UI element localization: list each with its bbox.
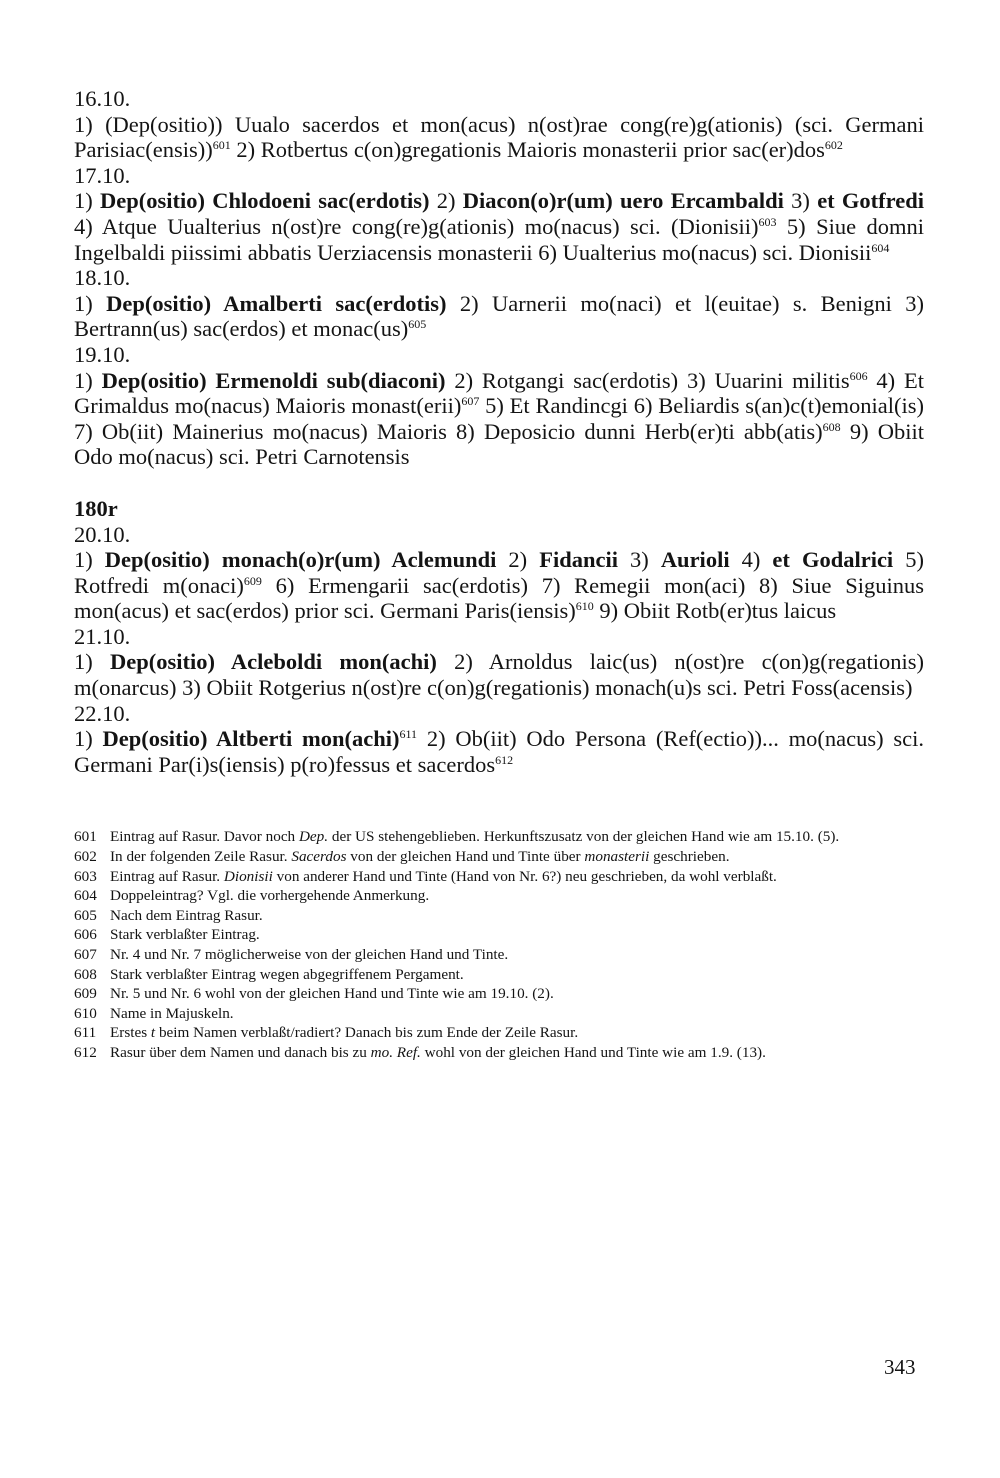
- footnote-text: [110, 1043, 924, 1063]
- italic-term: Dionisii: [223, 867, 273, 885]
- entry-text: [74, 112, 924, 163]
- bold-name: Dep(ositio) Altberti mon(achi): [102, 726, 400, 752]
- bold-name: Dep(ositio) Acleboldi mon(achi): [109, 649, 437, 675]
- footnote-ref: 605: [408, 317, 427, 332]
- entry-segment: 2) Rotbertus c(on)gregationis Maioris monasterii prior sac(er)dos: [230, 137, 825, 163]
- footnote: [74, 827, 924, 847]
- italic-term: Sacerdos: [291, 848, 347, 866]
- footnote-ref: 601: [212, 138, 231, 153]
- footnote: [74, 906, 924, 926]
- footnote-text: [110, 867, 924, 887]
- bold-name: et Gotfredi: [817, 188, 924, 214]
- bold-name: Dep(ositio) Ermenoldi sub(diaconi): [101, 367, 446, 393]
- bold-name: Dep(ositio) Chlodoeni sac(erdotis): [100, 188, 430, 214]
- footnote: [74, 1043, 924, 1063]
- entry-date: 16.10.: [74, 86, 131, 111]
- entry-segment: 3): [617, 547, 661, 573]
- bold-name: Diacon(o)r(um) uero Ercambaldi: [462, 188, 784, 214]
- footnote-segment: Erstes: [110, 1024, 151, 1042]
- footnote-segment: Doppeleintrag? Vgl. die vorhergehende Anmerkung.: [110, 887, 430, 905]
- footnote-ref: 610: [575, 599, 594, 614]
- footnote-number: 606: [74, 926, 97, 944]
- footnote-number: 610: [74, 1004, 97, 1022]
- footnote-ref: 612: [495, 752, 514, 767]
- bold-name: et Godalrici: [772, 547, 894, 573]
- footnote: [74, 984, 924, 1004]
- footnote-text: [110, 847, 924, 867]
- entry-text: [74, 188, 924, 265]
- entry-segment: 1): [74, 547, 105, 573]
- footnote-segment: beim Namen verblaßt/radiert? Danach bis zum Ende der Zeile Rasur.: [155, 1024, 579, 1042]
- footnote-segment: wohl von der gleichen Hand und Tinte wie am 1.9. (13).: [420, 1043, 766, 1061]
- footnote: [74, 847, 924, 867]
- entry-date: 21.10.: [74, 623, 131, 649]
- entry-segment: 3): [783, 188, 818, 214]
- footnote-text: [110, 827, 924, 847]
- footnote-number: 601: [74, 828, 97, 846]
- folio-heading: 180r: [74, 495, 118, 521]
- footnote-segment: Stark verblaßter Eintrag.: [110, 926, 260, 944]
- footnote-ref: 603: [758, 214, 777, 229]
- entry-segment: 5) Siue domni Ingelbaldi piissimi abbatis Uerziacensis monasterii 6) Uualterius mo(nacus) sci. Dionisii: [74, 213, 924, 265]
- entry-segment: 4) Atque Uualterius n(ost)re cong(re)g(ationis) mo(nacus) sci. (Dionisii): [74, 213, 759, 239]
- footnote-ref: 606: [849, 368, 868, 383]
- footnote-segment: In der folgenden Zeile Rasur.: [110, 848, 292, 866]
- bold-name: Aurioli: [660, 547, 730, 573]
- footnote: [74, 867, 924, 887]
- entry-segment: 1): [74, 290, 107, 316]
- footnote-ref: 608: [822, 419, 841, 434]
- entry-segment: 1): [74, 188, 100, 214]
- entry-segment: 9) Obiit Rotb(er)tus laicus: [593, 598, 837, 624]
- footnote: [74, 965, 924, 985]
- entry-segment: 2) Rotgangi sac(erdotis) 3) Uuarini militis: [445, 367, 850, 393]
- footnote-ref: 604: [871, 240, 890, 255]
- entry-date: 22.10.: [74, 700, 131, 726]
- footnote-number: 612: [74, 1043, 97, 1061]
- footnote-number: 602: [74, 848, 97, 866]
- bold-name: Dep(ositio) Amalberti sac(erdotis): [106, 290, 447, 316]
- footnote-ref: 607: [461, 394, 480, 409]
- footnote-ref: 602: [824, 138, 843, 153]
- entry-segment: 2): [429, 188, 463, 214]
- footnote: [74, 1023, 924, 1043]
- entry-segment: 5) Rotfredi m(onaci): [74, 547, 924, 598]
- footnote-number: 605: [74, 906, 97, 924]
- entry-date: 19.10.: [74, 341, 131, 367]
- footnote-text: [110, 984, 924, 1004]
- footnote-segment: Eintrag auf Rasur. Davor noch: [110, 828, 299, 846]
- entry-text: [74, 547, 924, 624]
- entry-segment: 4) Et Grimaldus mo(nacus) Maioris monast(erii): [74, 367, 924, 419]
- bold-name: Fidancii: [539, 547, 618, 573]
- entry-date: 18.10.: [74, 265, 131, 291]
- italic-term: mo. Ref.: [370, 1043, 421, 1061]
- entry-segment: 2) Arnoldus laic(us) n(ost)re c(on)g(regationis) m(onarcus) 3) Obiit Rotgerius n(ost)re c(on)g(regationis) monach(u)s sci. Petri Foss(acensis): [74, 649, 924, 701]
- footnote-number: 611: [74, 1024, 97, 1042]
- entry-segment: 5) Et Randincgi 6) Beliardis s(an)c(t)emonial(is) 7) Ob(iit) Mainerius mo(nacus) Maioris 8) Deposicio dunni Herb(er)ti abb(atis): [74, 393, 924, 444]
- entry-text: [74, 726, 924, 777]
- footnote-text: [110, 906, 924, 926]
- document-page: [74, 86, 924, 1063]
- footnote-segment: Nach dem Eintrag Rasur.: [110, 906, 263, 924]
- entry-segment: 2) Uarnerii mo(naci) et l(euitae) s. Benigni 3) Bertrann(us) sac(erdos) et monac(us): [74, 290, 924, 342]
- footnote-text: [110, 965, 924, 985]
- footnote-text: [110, 945, 924, 965]
- footnote-segment: von anderer Hand und Tinte (Hand von Nr. 6?) neu geschrieben, da wohl verblaßt.: [272, 867, 777, 885]
- calendar-entries: [74, 86, 924, 777]
- footnote: [74, 925, 924, 945]
- footnotes: [74, 827, 924, 1062]
- footnote-text: [110, 1004, 924, 1024]
- footnote-segment: Nr. 5 und Nr. 6 wohl von der gleichen Hand und Tinte wie am 19.10. (2).: [110, 985, 554, 1003]
- footnote: [74, 1004, 924, 1024]
- page-number: 343: [884, 1355, 916, 1379]
- entry-date: 17.10.: [74, 162, 131, 188]
- entry-segment: 6) Ermengarii sac(erdotis) 7) Remegii mon(aci) 8) Siue Siguinus mon(acus) et sac(erdos) prior sci. Germani Paris(iensis): [74, 572, 924, 624]
- footnote: [74, 945, 924, 965]
- footnote-number: 607: [74, 946, 97, 963]
- entry-segment: 4): [729, 547, 773, 573]
- italic-term: t: [150, 1024, 156, 1042]
- entry-segment: 9) Obiit Odo mo(nacus) sci. Petri Carnotensis: [74, 418, 925, 470]
- entry-segment: 1): [74, 726, 103, 752]
- entry-text: [74, 649, 924, 700]
- footnote-segment: der US stehengeblieben. Herkunftszusatz von der gleichen Hand wie am 15.10. (5).: [328, 828, 840, 846]
- entry-text: [74, 368, 924, 470]
- footnote-segment: Name in Majuskeln.: [110, 1004, 234, 1022]
- footnote-number: 604: [74, 887, 97, 905]
- bold-name: Dep(ositio) monach(o)r(um) Aclemundi: [104, 547, 497, 573]
- footnote-segment: Rasur über dem Namen und danach bis zu: [110, 1043, 371, 1061]
- footnote-segment: Eintrag auf Rasur.: [110, 867, 224, 885]
- footnote-number: 609: [74, 985, 97, 1003]
- entry-segment: 1): [74, 367, 102, 393]
- footnote-text: [110, 925, 924, 945]
- footnote-ref: 609: [243, 573, 262, 588]
- footnote-number: 608: [74, 965, 97, 983]
- footnote-text: [110, 1023, 924, 1043]
- footnote-ref: 611: [399, 727, 418, 742]
- italic-term: Dep.: [298, 828, 329, 846]
- entry-segment: 1) (Dep(ositio)) Uualo sacerdos et mon(acus) n(ost)rae cong(re)g(ationis) (sci. Germani Parisiac(ensis)): [74, 111, 924, 163]
- footnote-segment: Stark verblaßter Eintrag wegen abgegriffenem Pergament.: [110, 965, 464, 983]
- italic-term: monasterii: [584, 848, 650, 866]
- footnote-segment: geschrieben.: [649, 848, 730, 866]
- entry-text: [74, 291, 924, 342]
- footnote-segment: von der gleichen Hand und Tinte über: [346, 848, 585, 866]
- entry-segment: 1): [74, 649, 110, 675]
- entry-date: 20.10.: [74, 521, 131, 547]
- entry-segment: 2) Ob(iit) Odo Persona (Ref(ectio))... mo(nacus) sci. Germani Par(i)s(iensis) p(ro)fessus et sacerdos: [74, 726, 924, 777]
- footnote-segment: Nr. 4 und Nr. 7 möglicherweise von der gleichen Hand und Tinte.: [110, 946, 509, 963]
- footnote: [74, 886, 924, 906]
- footnote-text: [110, 886, 924, 906]
- entry-segment: 2): [496, 547, 540, 573]
- footnote-number: 603: [74, 867, 97, 885]
